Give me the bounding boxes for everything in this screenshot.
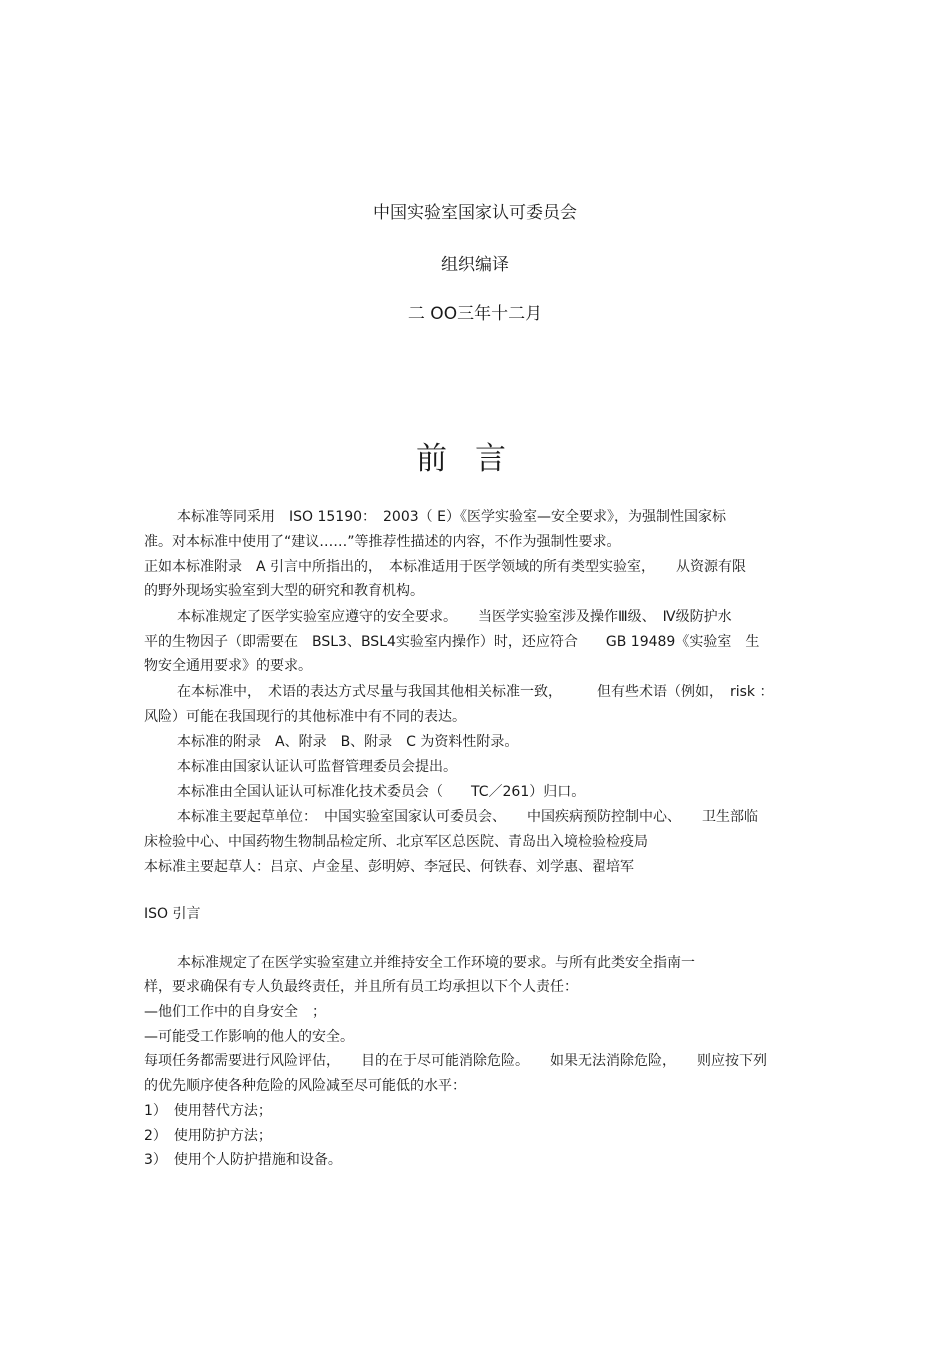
intro-line: —他们工作中的自身安全 ； xyxy=(144,1004,326,1020)
foreword-line: 本标准等同采用 ISO 15190： 2003（ E）《医学实验室—安全要求》，为强制性国家标 xyxy=(177,509,726,525)
foreword-line: 本标准主要起草人：吕京、卢金星、彭明婷、李冠民、何铁春、刘学惠、翟培军 xyxy=(144,859,634,875)
intro-list-item: 2） 使用防护方法； xyxy=(144,1128,272,1144)
intro-line: 每项任务都需要进行风险评估， 目的在于尽可能消除危险。 如果无法消除危险， 则应按下列 xyxy=(144,1053,767,1069)
intro-line: 本标准规定了在医学实验室建立并维持安全工作环境的要求。与所有此类安全指南一 xyxy=(177,955,695,971)
cover-organization: 中国实验室国家认可委员会 xyxy=(373,203,577,223)
intro-list-item: 1） 使用替代方法； xyxy=(144,1103,272,1119)
cover-date: 二 OO三年十二月 xyxy=(407,304,543,324)
foreword-line: 风险）可能在我国现行的其他标准中有不同的表达。 xyxy=(144,709,466,725)
intro-list-item: 3） 使用个人防护措施和设备。 xyxy=(144,1152,342,1168)
foreword-line: 本标准由国家认证认可监督管理委员会提出。 xyxy=(177,759,457,775)
foreword-line: 在本标准中， 术语的表达方式尽量与我国其他相关标准一致， 但有些术语（例如， risk ： xyxy=(177,684,774,700)
foreword-line: 本标准规定了医学实验室应遵守的安全要求。 当医学实验室涉及操作Ⅲ级、 Ⅳ级防护水 xyxy=(177,609,732,625)
foreword-line: 本标准主要起草单位： 中国实验室国家认可委员会、 中国疾病预防控制中心、 卫生部临 xyxy=(177,809,758,825)
foreword-line: 物安全通用要求》的要求。 xyxy=(144,658,312,674)
cover-action: 组织编译 xyxy=(441,255,509,275)
foreword-line: 床检验中心、中国药物生物制品检定所、北京军区总医院、青岛出入境检验检疫局 xyxy=(144,834,648,850)
foreword-title: 前言 xyxy=(416,441,534,477)
intro-line: 样，要求确保有专人负最终责任，并且所有员工均承担以下个人责任： xyxy=(144,979,578,995)
foreword-line: 准。对本标准中使用了“建议……”等推荐性描述的内容，不作为强制性要求。 xyxy=(144,534,621,550)
foreword-line: 正如本标准附录 A 引言中所指出的， 本标准适用于医学领域的所有类型实验室， 从资源有限 xyxy=(144,559,747,575)
foreword-line: 本标准的附录 A、附录 B、附录 C 为资料性附录。 xyxy=(177,734,519,750)
intro-line: 的优先顺序使各种危险的风险减至尽可能低的水平： xyxy=(144,1078,466,1094)
foreword-line: 平的生物因子（即需要在 BSL3、BSL4实验室内操作）时，还应符合 GB 19489《实验室 生 xyxy=(144,634,760,650)
foreword-line: 的野外现场实验室到大型的研究和教育机构。 xyxy=(144,583,424,599)
intro-line: —可能受工作影响的他人的安全。 xyxy=(144,1029,354,1045)
intro-heading: ISO 引言 xyxy=(144,906,201,922)
foreword-line: 本标准由全国认证认可标准化技术委员会（ TC／261）归口。 xyxy=(177,784,586,800)
